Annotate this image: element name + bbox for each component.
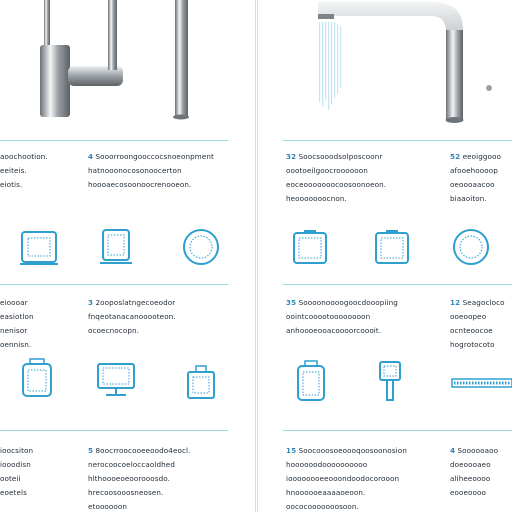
left-panel [0,0,255,512]
right-row3-colB: 4 Soooooaoo doeoooaeo aliheeoooo eooeoooo [450,446,499,497]
right-row1-colA: 32 Soocsooodsolposcoonr oootoeilgoocroooooon eoceooooooocoosoonoeon. heooooooocnon. [286,152,387,203]
right-row3-colA: 15 Soocooosoeoooqoosoonosion hoooooodoooooooooo ioooooooeeooondoodocorooon hnoooooeaaaaoeoon. oococooooooosoon. [286,446,407,511]
drain-round-icon [182,228,220,266]
left-row3-colA: ioocsiton iooodisn ooteii eoetels [0,446,34,497]
faucet-image-right [313,0,503,125]
left-row1-colA: aoochootion. eeiteis. eiotis. [0,152,48,189]
faucet-image-left [30,0,210,120]
left-row2-colA: eioooar easiotlon nenisor oennisn. [0,298,34,349]
right-panel [258,0,512,512]
left-row1-colB: 4 Sooorroongooccocsnoeonpment hatnooonocosonoocerton hoooaecosoonoocrenooeon. [88,152,214,189]
right-row1-colB: 52 eeoiggooo afooehoooop oeoooaacoo biaaoiton. [450,152,502,203]
drain-rect-icon [100,228,132,266]
drain-round-icon [452,228,490,266]
drain-square-icon [20,230,58,266]
filter-cup-icon [20,358,54,400]
tall-filter-icon [296,360,326,402]
linear-drain-icon [452,378,512,388]
drain-square-icon [292,229,328,267]
drain-square-icon [374,229,410,267]
shower-head-icon [378,360,402,402]
cartridge-icon [186,364,216,400]
right-row2-colA: 35 Soooonoooogoocdooopiing oointcooootoooooooon anhoooeooacoooorcoooit. [286,298,398,335]
left-row2-colB: 3 2ooposlatngecoeodor fnqeotanacanooooteon. ocoecnocopn. [88,298,176,335]
left-row3-colB: 5 8oocrroocooeeoodo4eocl. nerocoocoeloccaoldhed hlthoooeoeoorooosdo. hrecoosooosneosen. etoooooon [88,446,191,511]
monitor-filter-icon [96,362,136,398]
right-row2-colB: 12 Seagocloco ooeoopeo ocnteoocoe hogrotocoto [450,298,505,349]
